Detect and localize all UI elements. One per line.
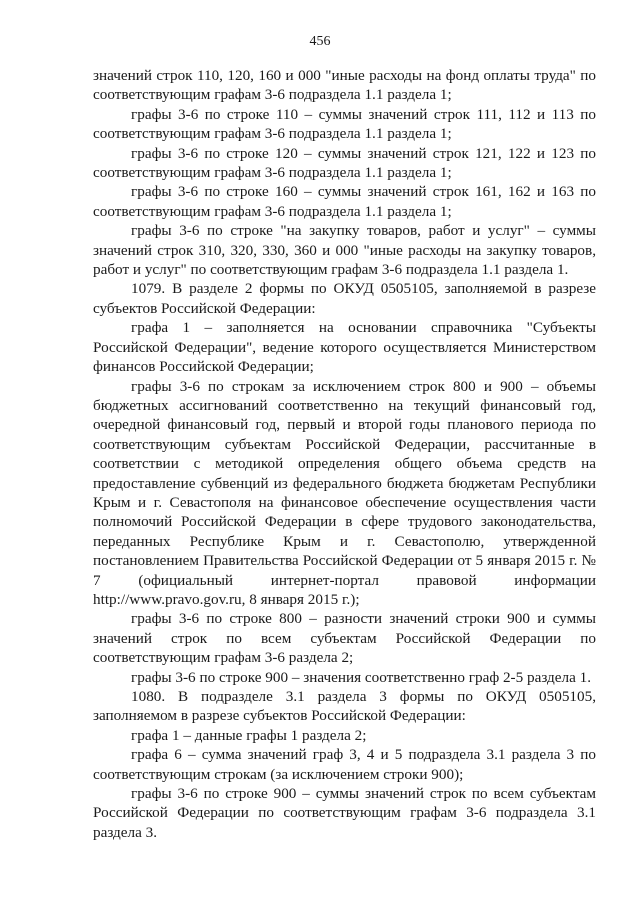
paragraph: графа 6 – сумма значений граф 3, 4 и 5 подраздела 3.1 раздела 3 по соответствующим строкам (за исключением строки 900); [93,746,596,783]
paragraph: значений строк 110, 120, 160 и 000 "иные расходы на фонд оплаты труда" по соответствующим графам 3-6 подраздела 1.1 раздела 1; [93,67,596,104]
paragraph: графы 3-6 по строке 800 – разности значений строки 900 и суммы значений строк по всем субъектам Российской Федерации по соответствующим графам 3-6 раздела 2; [93,610,596,667]
document-body [93,66,596,842]
paragraph: графы 3-6 по строке 900 – значения соответственно граф 2-5 раздела 1. [131,668,592,686]
paragraph: графы 3-6 по строке 120 – суммы значений строк 121, 122 и 123 по соответствующим графам 3-6 подраздела 1.1 раздела 1; [93,144,596,182]
paragraph: графа 1 – данные графы 1 раздела 2; [131,726,367,744]
paragraph: графы 3-6 по строке 160 – суммы значений строк 161, 162 и 163 по соответствующим графам 3-6 подраздела 1.1 раздела 1; [93,183,596,220]
paragraph: графа 1 – заполняется на основании справочника "Субъекты Российской Федерации", ведение которого осуществляется Министерством финансов Российской Федерации; [93,319,596,376]
section-paragraph-1079: 1079. В разделе 2 формы по ОКУД 0505105, заполняемой в разрезе субъектов Российской Федерации: [93,280,596,317]
section-paragraph-1080: 1080. В подразделе 3.1 раздела 3 формы по ОКУД 0505105, заполняемом в разрезе субъектов Российской Федерации: [93,688,596,725]
paragraph: графы 3-6 по строке 900 – суммы значений строк по всем субъектам Российской Федерации по соответствующим графам 3-6 подраздела 3.1 раздела 3. [93,785,596,841]
paragraph: графы 3-6 по строке "на закупку товаров, работ и услуг" – суммы значений строк 310, 320, 330, 360 и 000 "иные расходы на закупку товаров, работ и услуг" по соответствующим графам 3-6 подраздела 1.1 раздела 1. [93,222,596,279]
paragraph: графы 3-6 по строке 110 – суммы значений строк 111, 112 и 113 по соответствующим графам 3-6 подраздела 1.1 раздела 1; [93,105,596,143]
page-number: 456 [309,34,331,49]
paragraph: графы 3-6 по строкам за исключением строк 800 и 900 – объемы бюджетных ассигнований соответственно на текущий финансовый год, очередной финансовый год, первый и второй годы планового периода по соответствующим субъектам Российской Федерации, рассчитанные в соответствии с методикой определения общего объема средств на предоставление субвенций из федерального бюджета бюджетам Республики Крым и г. Севастополя на финансовое обеспечение осуществления части полномочий Российской Федерации в сфере трудового законодательства, переданных Республике Крым и г. Севастополю, утвержденной постановлением Правительства Российской Федерации от 5 января 2015 г. № 7 (официальный интернет-портал правовой информации http://www.pravo.gov.ru, 8 января 2015 г.); [93,377,596,608]
